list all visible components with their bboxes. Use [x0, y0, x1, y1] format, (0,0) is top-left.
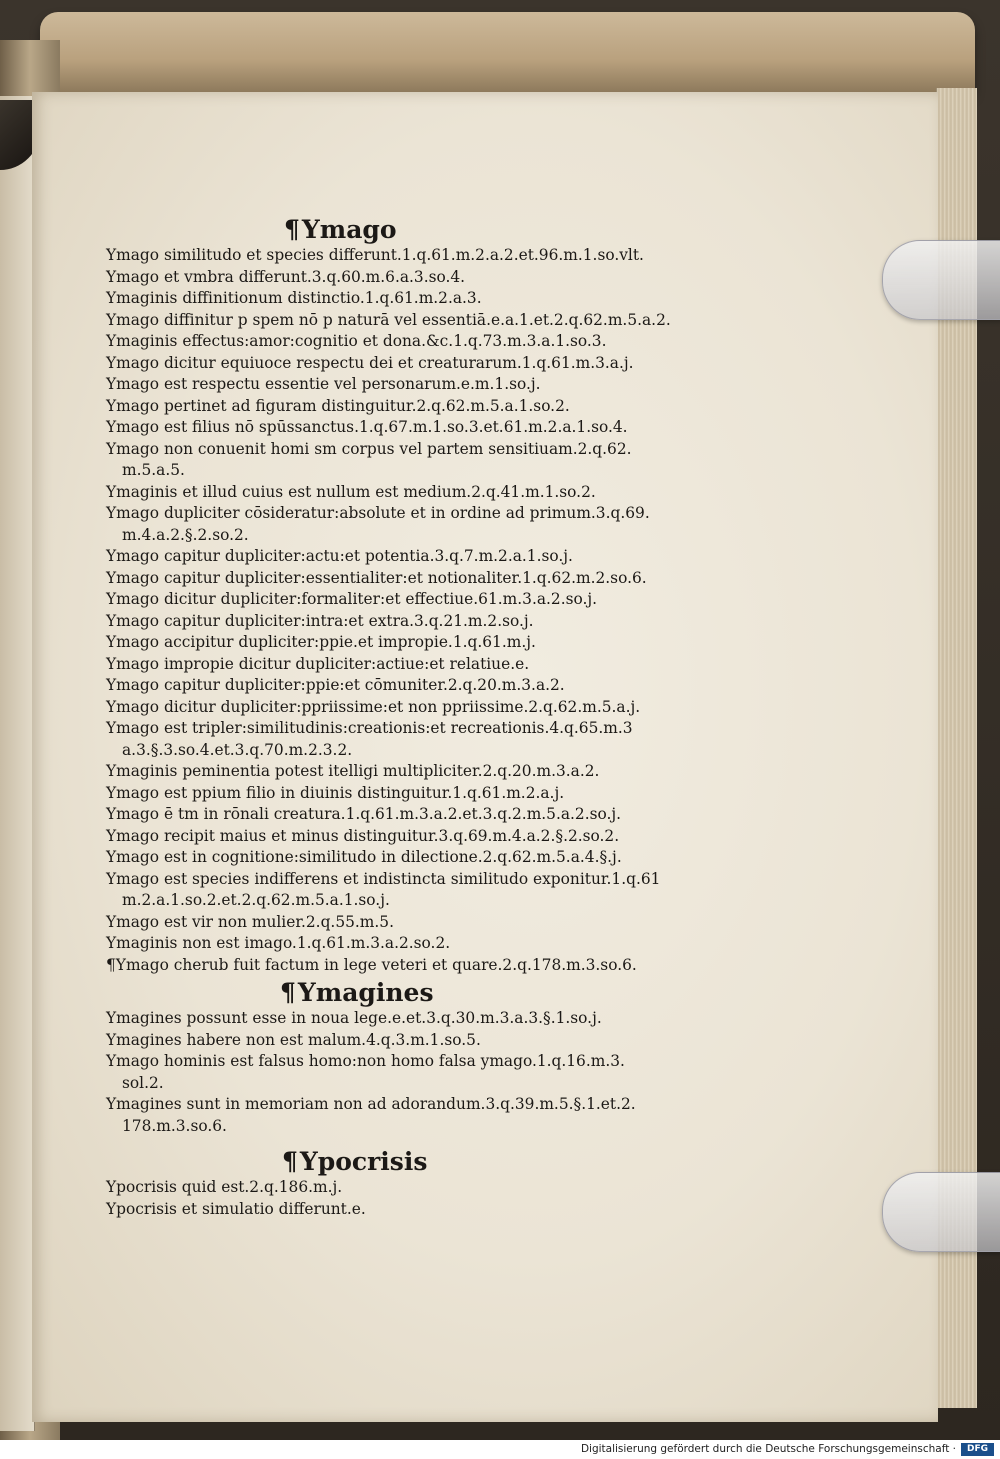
index-entry-line: Ymagines habere non est malum.4.q.3.m.1.so.5.: [106, 1030, 481, 1049]
index-entry-line: Ymagines possunt esse in noua lege.e.et.3.q.30.m.3.a.3.§.1.so.j.: [106, 1009, 602, 1027]
index-entry-line: Ymago ē tm in rōnali creatura.1.q.61.m.3.a.2.et.3.q.2.m.5.a.2.so.j.: [106, 805, 622, 823]
index-entry: [106, 374, 746, 396]
index-entry: [106, 1051, 746, 1094]
index-entry: [106, 1199, 746, 1221]
index-entry-continuation: 178.m.3.so.6.: [122, 1116, 227, 1135]
index-entry-line: Ymago recipit maius et minus distinguitur.3.q.69.m.4.a.2.§.2.so.2.: [106, 826, 620, 845]
index-entry-line: Ymago similitudo et species differunt.1.q.61.m.2.a.2.et.96.m.1.so.vlt.: [106, 246, 644, 264]
index-entry: [106, 697, 746, 719]
index-entry: [106, 955, 746, 977]
pilcrow-mark: ¶: [282, 1147, 298, 1176]
index-entry: [106, 761, 746, 783]
index-entry: [106, 804, 746, 826]
index-entry: [106, 482, 746, 504]
index-entry: [106, 353, 746, 375]
section-heading: [106, 978, 746, 1008]
index-entry: [106, 396, 746, 418]
index-entry: [106, 1094, 746, 1137]
index-entry-line: Ymago pertinet ad figuram distinguitur.2.q.62.m.5.a.1.so.2.: [106, 396, 570, 415]
section-heading: [106, 1147, 746, 1177]
index-entry-line: Ymago dicitur dupliciter:ppriissime:et non ppriissime.2.q.62.m.5.a.j.: [106, 697, 641, 716]
pilcrow-mark: ¶: [280, 978, 296, 1007]
index-entry-line: Ymago dicitur equiuoce respectu dei et creaturarum.1.q.61.m.3.a.j.: [106, 353, 634, 372]
index-entry: [106, 439, 746, 482]
index-entry: [106, 933, 746, 955]
index-entry-line: Ymago capitur dupliciter:intra:et extra.3.q.21.m.2.so.j.: [106, 611, 534, 630]
section-heading: [106, 215, 746, 245]
index-entry: [106, 912, 746, 934]
index-entry: [106, 783, 746, 805]
index-entry: [106, 632, 746, 654]
index-entry-line: Ymaginis diffinitionum distinctio.1.q.61.m.2.a.3.: [106, 289, 482, 307]
facing-page-edge: [0, 96, 35, 1431]
index-entry: [106, 589, 746, 611]
index-entry: [106, 417, 746, 439]
footer-bar: [0, 1440, 1000, 1459]
index-entry: [106, 568, 746, 590]
index-entry-line: Ymago capitur dupliciter:ppie:et cōmuniter.2.q.20.m.3.a.2.: [106, 676, 565, 694]
index-entry: [106, 546, 746, 568]
index-entry-line: Ymago est species indifferens et indistincta similitudo exponitur.1.q.61: [106, 869, 661, 888]
index-entry-line: Ymago impropie dicitur dupliciter:actiue:et relatiue.e.: [106, 654, 530, 673]
index-entry-line: Ymago est vir non mulier.2.q.55.m.5.: [106, 912, 394, 931]
page-holder-clip-bottom: [882, 1172, 1000, 1252]
index-entry: [106, 1177, 746, 1199]
page-holder-clip-top: [882, 240, 1000, 320]
section-heading-label: Ypocrisis: [299, 1147, 428, 1176]
index-entry-continuation: m.5.a.5.: [122, 461, 185, 479]
index-entry-line: Ymaginis non est imago.1.q.61.m.3.a.2.so.2.: [106, 934, 451, 952]
index-entry-line: Ymago diffinitur p spem nō p naturā vel essentiā.e.a.1.et.2.q.62.m.5.a.2.: [106, 310, 671, 329]
index-entry-continuation: m.2.a.1.so.2.et.2.q.62.m.5.a.1.so.j.: [122, 891, 390, 909]
index-entry: [106, 1030, 746, 1052]
index-entry: [106, 503, 746, 546]
index-entry: [106, 267, 746, 289]
index-entry-line: Ymago hominis est falsus homo:non homo falsa ymago.1.q.16.m.3.: [106, 1052, 625, 1070]
index-entry: [106, 654, 746, 676]
index-entry: [106, 1008, 746, 1030]
index-entry-line: Ymago accipitur dupliciter:ppie.et impropie.1.q.61.m.j.: [106, 633, 536, 651]
index-entry-line: Ymago non conuenit homi sm corpus vel partem sensitiuam.2.q.62.: [106, 439, 632, 458]
index-entry: [106, 826, 746, 848]
index-entry-continuation: a.3.§.3.so.4.et.3.q.70.m.2.3.2.: [122, 740, 353, 759]
index-text-block: [106, 215, 746, 1220]
index-entry-line: Ymaginis effectus:amor:cognitio et dona.&c.1.q.73.m.3.a.1.so.3.: [106, 332, 607, 350]
index-entry-line: Ymago est ppium filio in diuinis distinguitur.1.q.61.m.2.a.j.: [106, 783, 565, 802]
index-entry-line: Ypocrisis quid est.2.q.186.m.j.: [106, 1178, 343, 1196]
index-entry: [106, 718, 746, 761]
index-entry-line: Ymago capitur dupliciter:essentialiter:et notionaliter.1.q.62.m.2.so.6.: [106, 568, 647, 587]
index-entry: [106, 310, 746, 332]
index-entry: [106, 611, 746, 633]
index-entry-line: Ymago est tripler:similitudinis:creationis:et recreationis.4.q.65.m.3: [106, 719, 633, 737]
footer-credit: Digitalisierung gefördert durch die Deutsche Forschungsgemeinschaft ·: [580, 1443, 956, 1455]
index-entry-line: Ymaginis peminentia potest itelligi multipliciter.2.q.20.m.3.a.2.: [106, 762, 600, 780]
index-entry: [106, 869, 746, 912]
index-entry-line: Ymago est in cognitione:similitudo in dilectione.2.q.62.m.5.a.4.§.j.: [106, 848, 622, 866]
index-entry-line: Ymago capitur dupliciter:actu:et potentia.3.q.7.m.2.a.1.so.j.: [106, 547, 573, 565]
dfg-logo: DFG: [961, 1443, 994, 1456]
pilcrow-mark: ¶: [284, 215, 300, 244]
index-entry-line: Ymago dupliciter cōsideratur:absolute et in ordine ad primum.3.q.69.: [106, 504, 650, 522]
index-entry: [106, 847, 746, 869]
index-entry-continuation: sol.2.: [122, 1073, 164, 1092]
index-entry-line: Ypocrisis et simulatio differunt.e.: [106, 1199, 366, 1218]
index-entry-line: Ymagines sunt in memoriam non ad adorandum.3.q.39.m.5.§.1.et.2.: [106, 1095, 636, 1113]
index-entry-line: Ymago est filius nō spūssanctus.1.q.67.m.1.so.3.et.61.m.2.a.1.so.4.: [106, 418, 628, 436]
index-entry-line: ¶Ymago cherub fuit factum in lege veteri et quare.2.q.178.m.3.so.6.: [106, 955, 637, 974]
index-entry-line: Ymago et vmbra differunt.3.q.60.m.6.a.3.so.4.: [106, 267, 466, 286]
index-entry: [106, 288, 746, 310]
index-entry-line: Ymago est respectu essentie vel personarum.e.m.1.so.j.: [106, 375, 541, 393]
book-binding-top: [40, 12, 975, 92]
index-entry: [106, 331, 746, 353]
section-heading-label: Ymagines: [297, 978, 434, 1007]
index-entry-line: Ymaginis et illud cuius est nullum est medium.2.q.41.m.1.so.2.: [106, 482, 596, 501]
index-entry-line: Ymago dicitur dupliciter:formaliter:et effectiue.61.m.3.a.2.so.j.: [106, 590, 598, 608]
index-entry: [106, 245, 746, 267]
index-entry: [106, 675, 746, 697]
index-entry-continuation: m.4.a.2.§.2.so.2.: [122, 525, 249, 544]
section-heading-label: Ymago: [301, 215, 397, 244]
